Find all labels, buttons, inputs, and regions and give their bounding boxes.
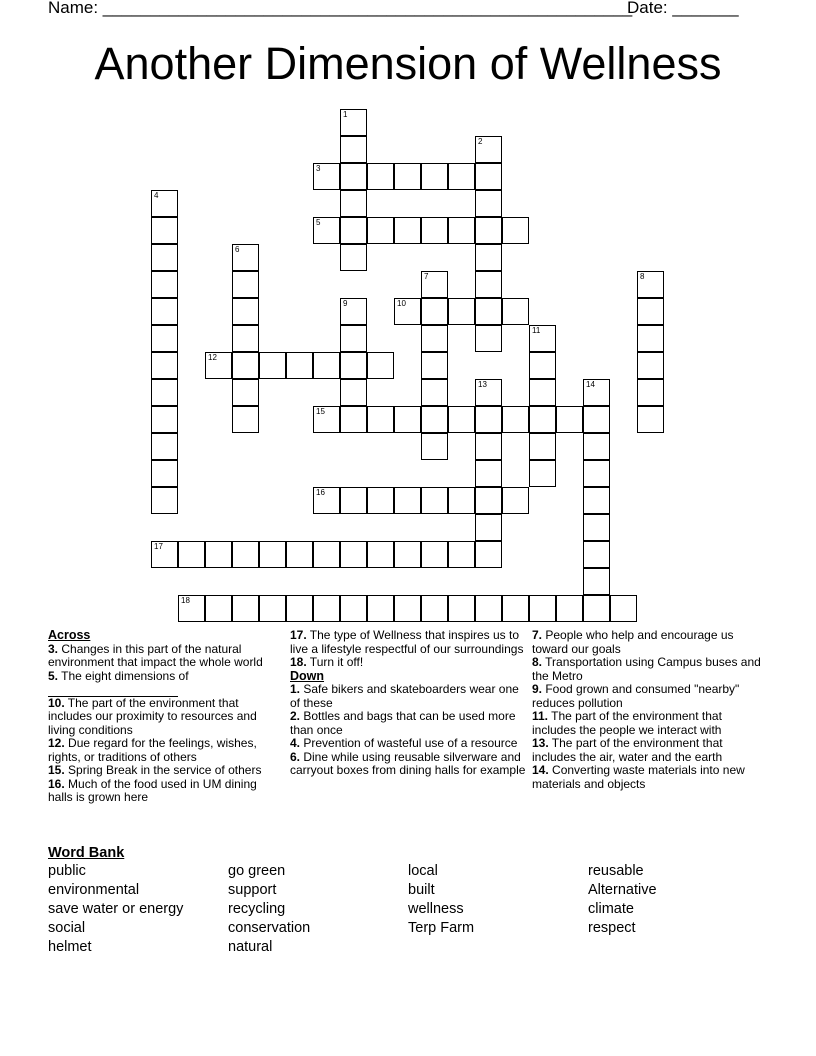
crossword-cell [421, 298, 448, 325]
crossword-cell [178, 541, 205, 568]
crossword-cell [448, 487, 475, 514]
clue-number: 3 [316, 164, 321, 173]
crossword-cell [421, 379, 448, 406]
crossword-cell [475, 541, 502, 568]
crossword-cell [232, 406, 259, 433]
crossword-cell [151, 298, 178, 325]
crossword-cell [259, 595, 286, 622]
crossword-cell [340, 190, 367, 217]
crossword-cell [448, 406, 475, 433]
crossword-cell [232, 352, 259, 379]
clue-number: 18 [181, 596, 190, 605]
crossword-cell [313, 163, 340, 190]
crossword-cell [475, 460, 502, 487]
crossword-cell [340, 109, 367, 136]
crossword-cell [475, 325, 502, 352]
clue-number: 6 [235, 245, 240, 254]
clue-number: 14 [586, 380, 595, 389]
crossword-cell [583, 460, 610, 487]
crossword-cell [232, 244, 259, 271]
crossword-cell [475, 487, 502, 514]
word-bank-item: built [408, 882, 435, 898]
crossword-cell [313, 487, 340, 514]
crossword-cell [340, 487, 367, 514]
word-bank-item: local [408, 863, 438, 879]
crossword-cell [421, 271, 448, 298]
crossword-cell [421, 352, 448, 379]
crossword-cell [448, 217, 475, 244]
clues-column-3 [532, 629, 768, 791]
crossword-cell [340, 136, 367, 163]
crossword-cell [448, 163, 475, 190]
clue-down-14: 14. Converting waste materials into new materials and objects [532, 763, 745, 791]
crossword-cell [421, 433, 448, 460]
crossword-cell [583, 406, 610, 433]
word-bank-item: respect [588, 920, 636, 936]
crossword-cell [151, 433, 178, 460]
crossword-cell [286, 595, 313, 622]
crossword-cell [340, 217, 367, 244]
clue-across-15: 15. Spring Break in the service of others [48, 763, 262, 777]
clue-number: 7 [424, 272, 429, 281]
crossword-cell [583, 595, 610, 622]
date-field-label: Date: _______ [627, 0, 739, 17]
crossword-cell [151, 190, 178, 217]
crossword-cell [151, 460, 178, 487]
clue-number: 2 [478, 137, 483, 146]
word-bank-item: climate [588, 901, 634, 917]
clue-across-5: 5. The eight dimensions of [48, 670, 284, 697]
word-bank-item: public [48, 863, 86, 879]
page-title: Another Dimension of Wellness [94, 38, 722, 89]
crossword-cell [205, 352, 232, 379]
across-heading: Across [48, 628, 91, 642]
clues-column-1 [48, 629, 284, 805]
crossword-cell [583, 541, 610, 568]
crossword-cell [151, 217, 178, 244]
crossword-cell [394, 163, 421, 190]
crossword-cell [367, 217, 394, 244]
crossword-cell [637, 379, 664, 406]
crossword-cell [475, 433, 502, 460]
word-bank-item: go green [228, 863, 286, 879]
clue-number: 17 [154, 542, 163, 551]
crossword-cell [151, 271, 178, 298]
crossword-cell [340, 352, 367, 379]
word-bank-item: recycling [228, 901, 286, 917]
crossword-cell [529, 406, 556, 433]
crossword-cell [448, 595, 475, 622]
word-bank-title: Word Bank [48, 845, 125, 861]
crossword-cell [151, 244, 178, 271]
word-bank-item: Alternative [588, 882, 657, 898]
crossword-cell [475, 298, 502, 325]
clue-down-4: 4. Prevention of wasteful use of a resource [290, 736, 518, 750]
crossword-cell [178, 595, 205, 622]
name-field-label: Name: ________________________________________________________ [48, 0, 633, 17]
crossword-cell [340, 406, 367, 433]
crossword-cell [421, 163, 448, 190]
crossword-cell [556, 406, 583, 433]
clue-number: 10 [397, 299, 406, 308]
crossword-cell [232, 325, 259, 352]
crossword-cell [421, 325, 448, 352]
crossword-cell [340, 163, 367, 190]
crossword-cell [205, 541, 232, 568]
clue-down-1: 1. Safe bikers and skateboarders wear one of these [290, 682, 519, 710]
clue-number: 8 [640, 272, 645, 281]
word-bank-item: conservation [228, 920, 311, 936]
crossword-cell [340, 595, 367, 622]
crossword-cell [151, 406, 178, 433]
clues-column-2 [290, 629, 526, 778]
crossword-cell [286, 541, 313, 568]
crossword-cell [232, 595, 259, 622]
crossword-cell [151, 325, 178, 352]
clue-number: 12 [208, 353, 217, 362]
clue-across-17: 17. The type of Wellness that inspires us to live a lifestyle respectful of our surroundings [290, 628, 524, 656]
clue-number: 11 [532, 326, 541, 335]
word-bank [48, 863, 768, 963]
clue-down-9: 9. Food grown and consumed "nearby" reduces pollution [532, 682, 740, 710]
word-bank-item: wellness [408, 901, 464, 917]
crossword-cell [313, 406, 340, 433]
crossword-cell [340, 298, 367, 325]
crossword-cell [367, 487, 394, 514]
clue-number: 15 [316, 407, 325, 416]
crossword-cell [151, 541, 178, 568]
word-bank-item: natural [228, 939, 273, 955]
crossword-cell [394, 298, 421, 325]
clue-number: 1 [343, 110, 348, 119]
crossword-cell [421, 217, 448, 244]
crossword-cell [151, 487, 178, 514]
clue-down-13: 13. The part of the environment that includes the air, water and the earth [532, 736, 723, 764]
word-bank-item: social [48, 920, 86, 936]
crossword-cell [502, 595, 529, 622]
crossword-cell [232, 379, 259, 406]
down-heading: Down [290, 668, 325, 683]
crossword-cell [448, 541, 475, 568]
crossword-cell [394, 541, 421, 568]
word-bank-item: environmental [48, 882, 140, 898]
clue-down-6: 6. Dine while using reusable silverware and carryout boxes from dining halls for example [290, 749, 526, 777]
clue-number: 9 [343, 299, 348, 308]
crossword-cell [340, 244, 367, 271]
crossword-cell [313, 217, 340, 244]
word-bank-item: reusable [588, 863, 644, 879]
crossword-cell [394, 406, 421, 433]
crossword-cell [151, 379, 178, 406]
crossword-cell [475, 595, 502, 622]
crossword-cell [529, 325, 556, 352]
crossword-cell [259, 541, 286, 568]
crossword-cell [583, 487, 610, 514]
crossword-cell [448, 298, 475, 325]
crossword-cell [394, 595, 421, 622]
crossword-cell [286, 352, 313, 379]
clue-down-8: 8. Transportation using Campus buses and the Metro [532, 655, 761, 683]
crossword-cell [502, 217, 529, 244]
crossword-cell [421, 406, 448, 433]
crossword-cell [610, 595, 637, 622]
crossword-cell [637, 325, 664, 352]
word-bank-item: save water or energy [48, 901, 184, 917]
crossword-cell [529, 352, 556, 379]
crossword-cell [475, 163, 502, 190]
crossword-cell [421, 595, 448, 622]
crossword-cell [583, 433, 610, 460]
clue-down-2: 2. Bottles and bags that can be used more than once [290, 709, 516, 737]
clue-number: 13 [478, 380, 487, 389]
crossword-cell [394, 217, 421, 244]
crossword-cell [529, 433, 556, 460]
crossword-cell [583, 568, 610, 595]
crossword-cell [313, 352, 340, 379]
crossword-cell [367, 541, 394, 568]
clue-across-3: 3. Changes in this part of the natural environment that impact the whole world [48, 641, 263, 669]
clue-down-7: 7. People who help and encourage us toward our goals [532, 628, 734, 656]
crossword-cell [151, 352, 178, 379]
clue-down-11: 11. The part of the environment that includes the people we interact with [532, 709, 722, 737]
crossword-cell [232, 541, 259, 568]
crossword-cell [475, 190, 502, 217]
crossword-cell [529, 595, 556, 622]
crossword-cell [502, 298, 529, 325]
clue-across-18: 18. Turn it off! [290, 655, 364, 669]
word-bank-item: support [228, 882, 277, 898]
clue-number: 16 [316, 488, 325, 497]
crossword-cell [475, 217, 502, 244]
crossword-cell [205, 595, 232, 622]
crossword-cell [475, 244, 502, 271]
crossword-cell [502, 487, 529, 514]
crossword-cell [340, 541, 367, 568]
crossword-cell [367, 352, 394, 379]
crossword-cell [313, 595, 340, 622]
clue-number: 4 [154, 191, 159, 200]
crossword-cell [232, 271, 259, 298]
crossword-cell [394, 487, 421, 514]
crossword-cell [637, 406, 664, 433]
crossword-cell [421, 541, 448, 568]
crossword-cell [475, 271, 502, 298]
crossword-cell [637, 271, 664, 298]
crossword-cell [502, 406, 529, 433]
crossword-cell [556, 595, 583, 622]
crossword-cell [367, 163, 394, 190]
word-bank-item: Terp Farm [408, 920, 475, 936]
crossword-cell [232, 298, 259, 325]
crossword-cell [583, 379, 610, 406]
crossword-cell [529, 379, 556, 406]
crossword-cell [475, 379, 502, 406]
word-bank-item: helmet [48, 939, 92, 955]
crossword-cell [637, 352, 664, 379]
crossword-cell [583, 514, 610, 541]
crossword-cell [475, 514, 502, 541]
crossword-cell [259, 352, 286, 379]
crossword-cell [313, 541, 340, 568]
crossword-cell [637, 298, 664, 325]
crossword-cell [421, 487, 448, 514]
crossword-cell [529, 460, 556, 487]
clue-across-16: 16. Much of the food used in UM dining halls is grown here [48, 776, 257, 804]
clue-across-12: 12. Due regard for the feelings, wishes, rights, or traditions of others [48, 736, 257, 764]
crossword-cell [367, 406, 394, 433]
crossword-cell [475, 406, 502, 433]
clue-across-10: 10. The part of the environment that includes our proximity to resources and living conditions [48, 695, 257, 737]
crossword-cell [340, 379, 367, 406]
crossword-cell [340, 325, 367, 352]
clue-number: 5 [316, 218, 321, 227]
crossword-cell [475, 136, 502, 163]
crossword-cell [367, 595, 394, 622]
